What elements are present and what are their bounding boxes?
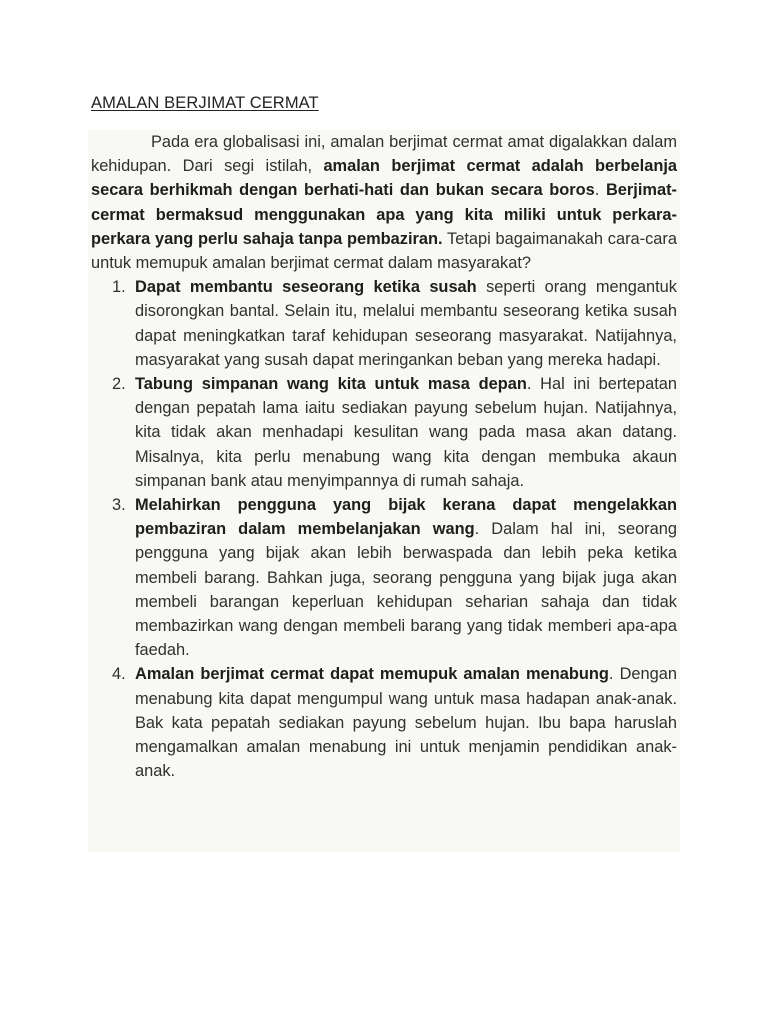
list-item-number: 3. (112, 496, 126, 515)
list-item-heading: Tabung simpanan wang kita untuk masa depan (135, 375, 527, 394)
intro-bold-meaning: Berjimat-cermat bermaksud menggunakan apa yang kita miliki untuk perkara-perkara yang perlu sahaja tanpa pembaziran. (91, 181, 677, 248)
numbered-list (91, 275, 677, 783)
list-item-text: . Dengan menabung kita dapat mengumpul wang untuk masa hadapan anak-anak. Bak kata pepatah sediakan payung sebelum hujan. Ibu bapa haruslah mengamalkan amalan menabung ini untuk menjamin pendidikan anak-anak. (135, 665, 677, 781)
list-item-number: 1. (112, 278, 126, 297)
intro-bold-definition: amalan berjimat cermat adalah berbelanja secara berhikmah dengan berhati-hati dan bukan secara boros (91, 157, 677, 200)
document-title: AMALAN BERJIMAT CERMAT (91, 94, 319, 112)
list-item-heading: Amalan berjimat cermat dapat memupuk amalan menabung (135, 665, 609, 684)
list-item (112, 372, 677, 493)
list-item-heading: Melahirkan pengguna yang bijak kerana dapat mengelakkan pembaziran dalam membelanjakan wang (135, 496, 677, 539)
list-item-text: seperti orang mengantuk disorongkan bantal. Selain itu, melalui membantu seseorang ketika susah dapat meningkatkan taraf kehidupan seseorang masyarakat. Natijahnya, masyarakat yang susah dapat meringankan beban yang mereka hadapi. (135, 278, 677, 369)
list-item-heading: Dapat membantu seseorang ketika susah (135, 278, 477, 297)
list-item-text: . Dalam hal ini, seorang pengguna yang bijak akan lebih berwaspada dan lebih peka ketika membeli barang. Bahkan juga, seorang pengguna yang bijak juga akan membeli barangan keperluan kehidupan seharian sahaja dan tidak membazirkan wang dengan membeli barang yang tidak memberi apa-apa faedah. (135, 520, 677, 660)
list-item (112, 662, 677, 783)
intro-text-2: . (594, 181, 606, 200)
document-body (91, 130, 677, 783)
list-item-number: 4. (112, 665, 126, 684)
list-item (112, 493, 677, 662)
intro-text-3: Tetapi bagaimanakah cara-cara untuk memupuk amalan berjimat cermat dalam masyarakat? (91, 229, 677, 273)
list-item (112, 275, 677, 372)
list-item-text: . Hal ini bertepatan dengan pepatah lama iaitu sediakan payung sebelum hujan. Natijahnya, kita tidak akan menhadapi kesulitan wang pada masa akan datang. Misalnya, kita perlu menabung wang kita dengan membuka akaun simpanan bank atau menyimpannya di rumah sahaja. (135, 375, 677, 490)
intro-paragraph (91, 130, 677, 275)
list-item-number: 2. (112, 375, 126, 394)
intro-text-1: Pada era globalisasi ini, amalan berjimat cermat amat digalakkan dalam kehidupan. Dari segi istilah, (91, 133, 677, 176)
